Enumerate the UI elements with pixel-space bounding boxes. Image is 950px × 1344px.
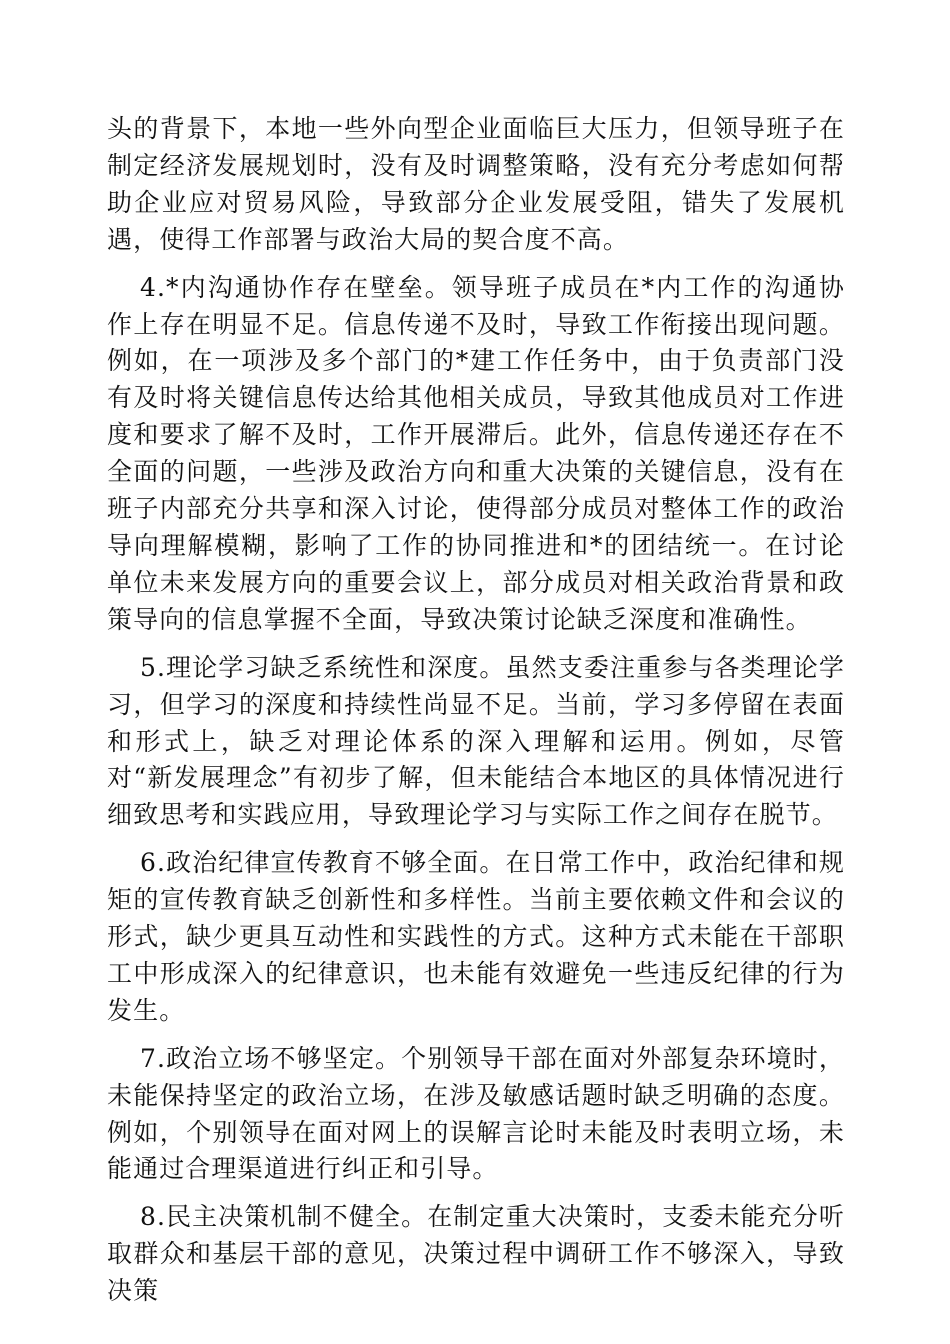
paragraph-item-7: 7.政治立场不够坚定。个别领导干部在面对外部复杂环境时，未能保持坚定的政治立场，在涉及敏感话题时缺乏明确的态度。例如，个别领导在面对网上的误解言论时未能及时表明立场，未能通过合理渠道进行纠正和引导。: [107, 1043, 845, 1184]
document-page: [107, 111, 845, 1321]
paragraph-item-6: 6.政治纪律宣传教育不够全面。在日常工作中，政治纪律和规矩的宣传教育缺乏创新性和多样性。当前主要依赖文件和会议的形式，缺少更具互动性和实践性的方式。这种方式未能在干部职工中形成深入的纪律意识，也未能有效避免一些违反纪律的行为发生。: [107, 848, 845, 1025]
paragraph-item-5: 5.理论学习缺乏系统性和深度。虽然支委注重参与各类理论学习，但学习的深度和持续性尚显不足。当前，学习多停留在表面和形式上，缺乏对理论体系的深入理解和运用。例如，尽管对“新发展理念”有初步了解，但未能结合本地区的具体情况进行细致思考和实践应用，导致理论学习与实际工作之间存在脱节。: [107, 652, 845, 830]
paragraph-item-4: 4.*内沟通协作存在壁垒。领导班子成员在*内工作的沟通协作上存在明显不足。信息传递不及时，导致工作衔接出现问题。例如，在一项涉及多个部门的*建工作任务中，由于负责部门没有及时将关键信息传达给其他相关成员，导致其他成员对工作进度和要求了解不及时，工作开展滞后。此外，信息传递还存在不全面的问题，一些涉及政治方向和重大决策的关键信息，没有在班子内部充分共享和深入讨论，使得部分成员对整体工作的政治导向理解模糊，影响了工作的协同推进和*的团结统一。在讨论单位未来发展方向的重要会议上，部分成员对相关政治背景和政策导向的信息掌握不全面，导致决策讨论缺乏深度和准确性。: [107, 272, 845, 634]
paragraph-item-8: 8.民主决策机制不健全。在制定重大决策时，支委未能充分听取群众和基层干部的意见，决策过程中调研工作不够深入，导致决策: [107, 1202, 845, 1306]
paragraph-continuation: 头的背景下，本地一些外向型企业面临巨大压力，但领导班子在制定经济发展规划时，没有及时调整策略，没有充分考虑如何帮助企业应对贸易风险，导致部分企业发展受阻，错失了发展机遇，使得工作部署与政治大局的契合度不高。: [107, 114, 845, 254]
